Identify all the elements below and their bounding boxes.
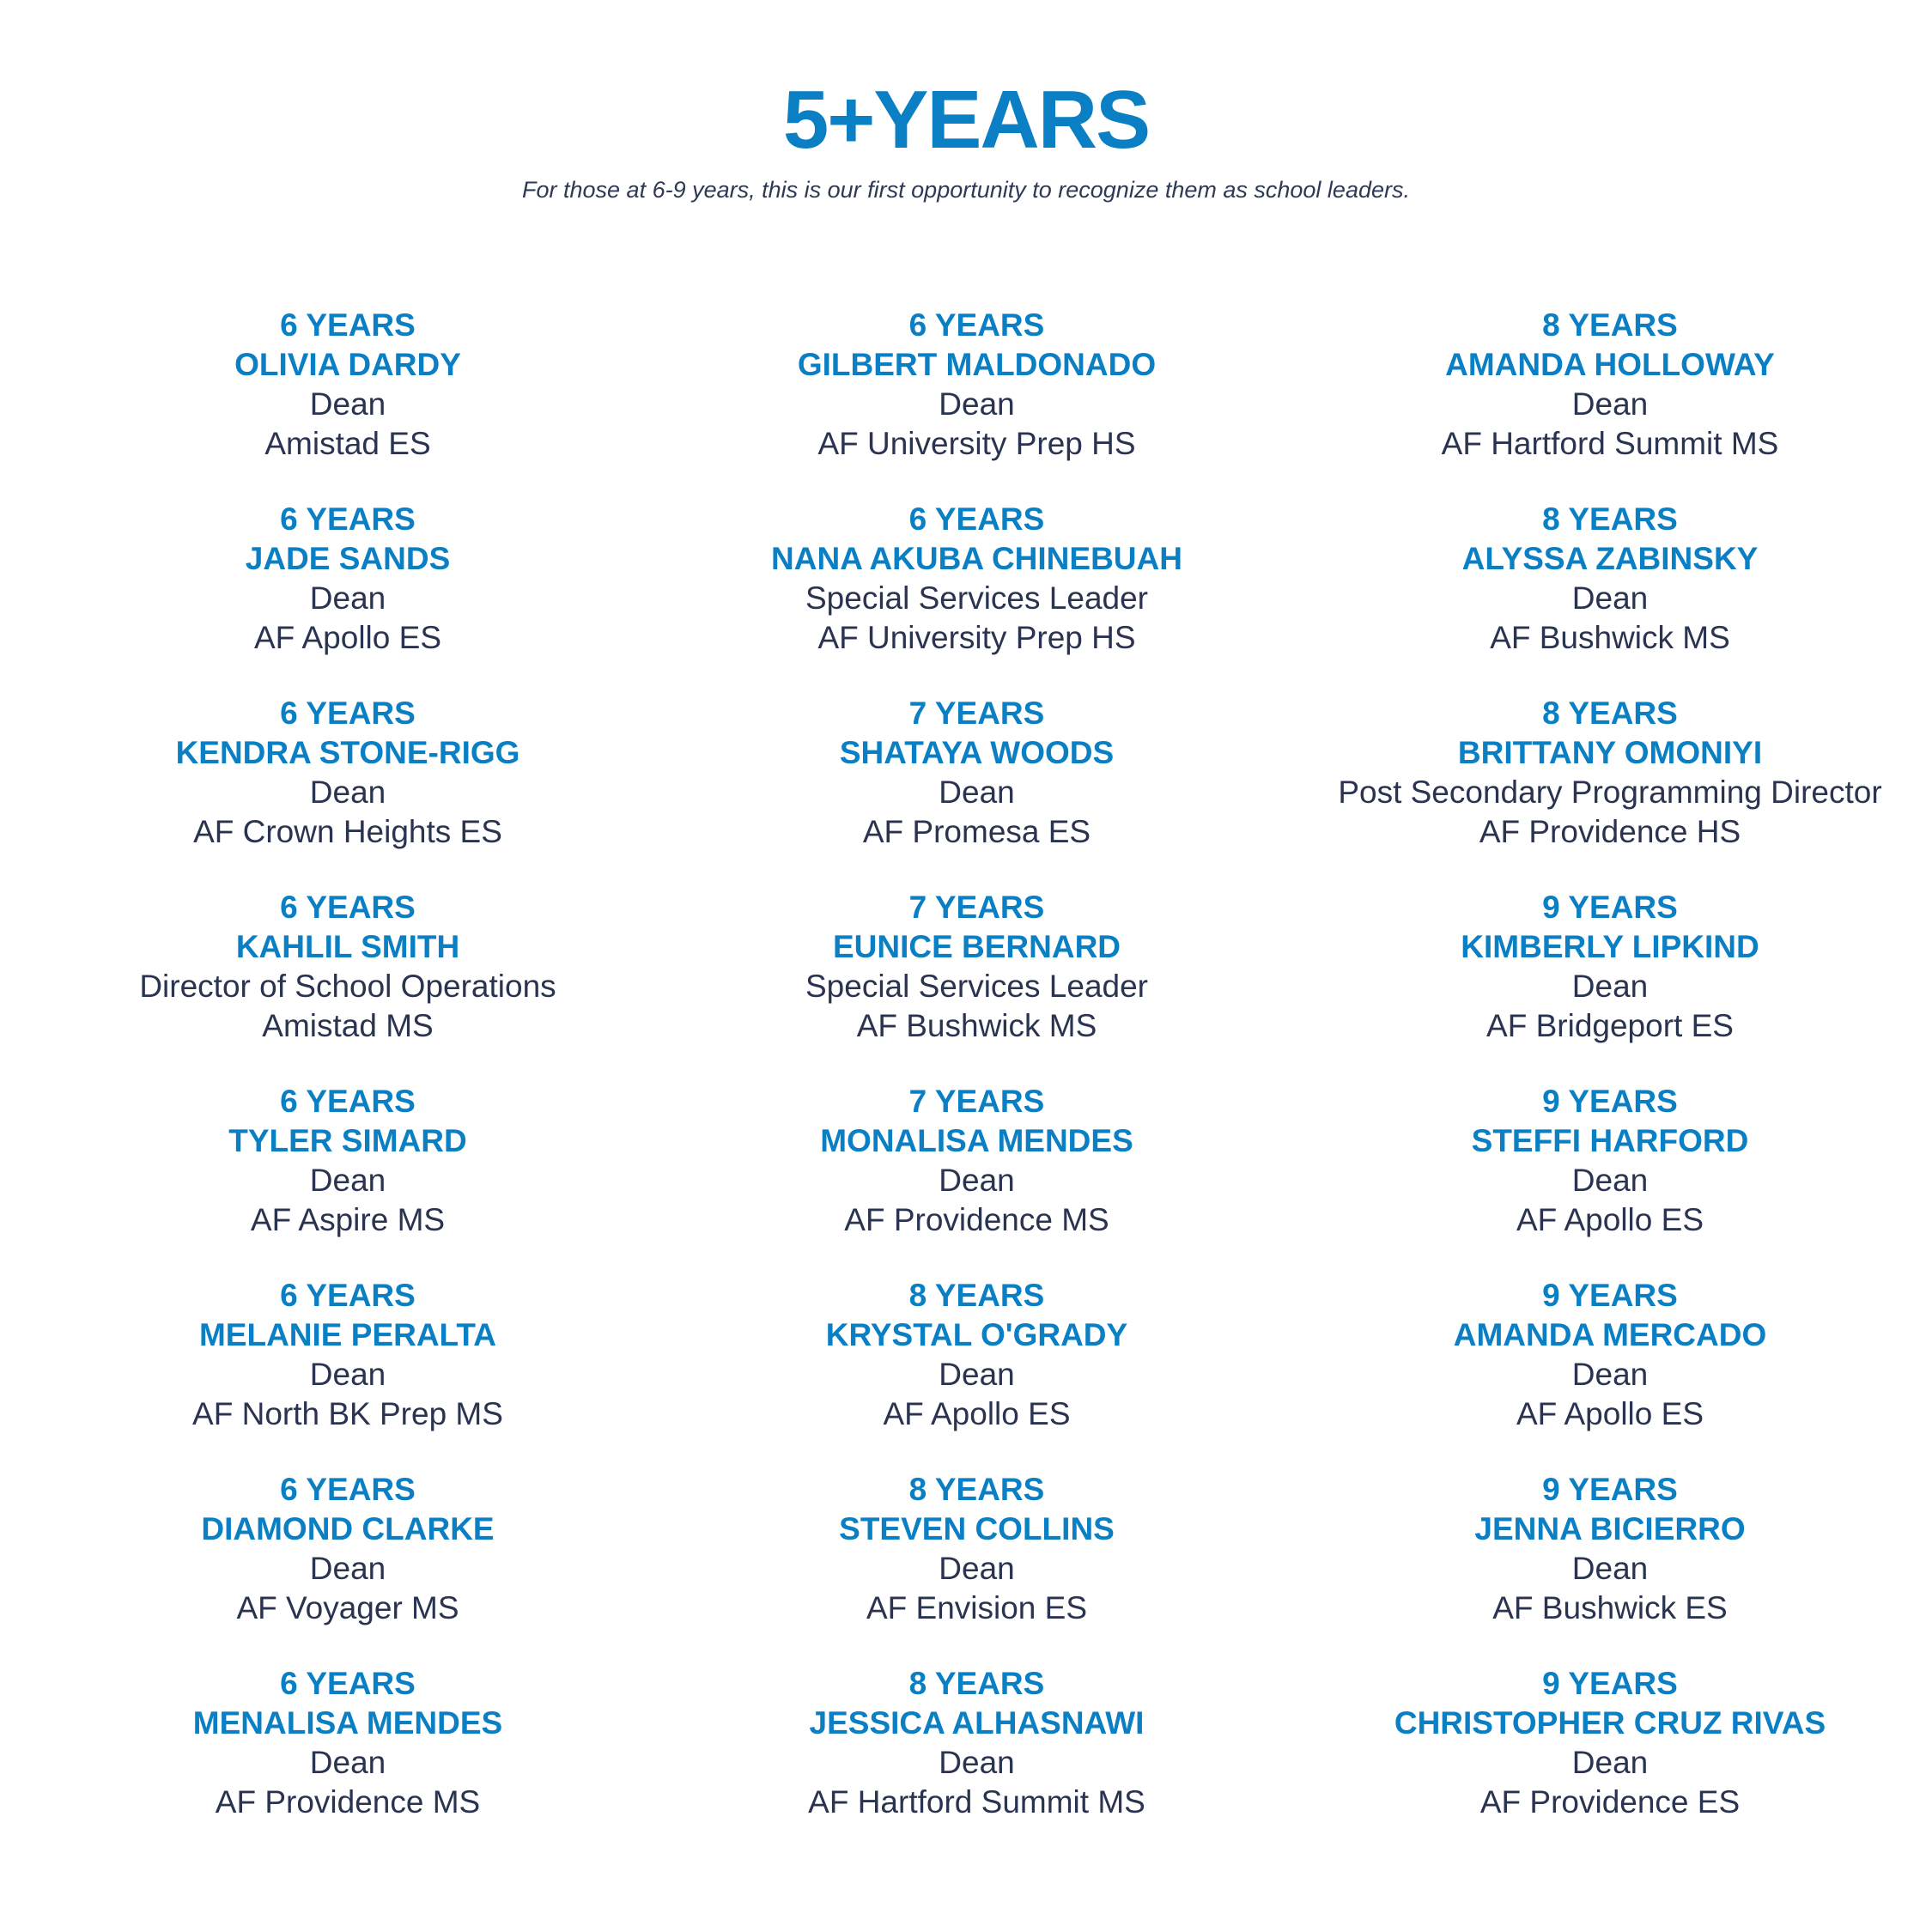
honoree-name: GILBERT MALDONADO xyxy=(797,347,1157,382)
honoree-role: Dean xyxy=(309,1357,386,1392)
honoree-role: Dean xyxy=(1571,1745,1649,1780)
honoree-entry xyxy=(1288,1470,1932,1664)
honoree-school: AF Aspire MS xyxy=(250,1202,446,1237)
honoree-role: Dean xyxy=(309,775,386,810)
honoree-years: 8 YEARS xyxy=(1542,501,1678,537)
honoree-school: AF Providence ES xyxy=(1479,1784,1741,1820)
honoree-years: 8 YEARS xyxy=(1542,307,1678,343)
page-header xyxy=(0,74,1932,204)
honoree-role: Dean xyxy=(1571,969,1649,1004)
honoree-role: Dean xyxy=(939,1357,1015,1392)
honoree-name: JESSICA ALHASNAWI xyxy=(809,1705,1145,1741)
honoree-entry xyxy=(52,1470,644,1664)
honoree-years: 9 YEARS xyxy=(1542,890,1678,925)
honoree-entry xyxy=(1288,694,1932,888)
honoree-name: DIAMOND CLARKE xyxy=(201,1511,495,1546)
honoree-entry xyxy=(665,1470,1288,1664)
honoree-school: AF Apollo ES xyxy=(1516,1202,1704,1237)
honoree-name: KIMBERLY LIPKIND xyxy=(1461,929,1759,964)
honoree-role: Dean xyxy=(309,1551,386,1586)
honoree-role: Dean xyxy=(939,1551,1015,1586)
honoree-entry xyxy=(52,306,644,500)
honoree-years: 8 YEARS xyxy=(908,1666,1045,1701)
honoree-school: AF Hartford Summit MS xyxy=(1441,426,1779,461)
honoree-column xyxy=(0,306,644,1858)
honoree-entry xyxy=(52,500,644,694)
honoree-name: OLIVIA DARDY xyxy=(234,347,461,382)
honoree-years: 6 YEARS xyxy=(280,696,416,731)
honoree-name: AMANDA HOLLOWAY xyxy=(1445,347,1775,382)
honoree-role: Dean xyxy=(939,775,1015,810)
honoree-grid xyxy=(0,306,1932,1858)
page-subtitle: For those at 6-9 years, this is our first opportunity to recognize them as school leaders. xyxy=(522,177,1410,203)
honoree-entry xyxy=(52,1276,644,1470)
honoree-school: AF Bushwick MS xyxy=(1490,620,1730,655)
honoree-school: Amistad ES xyxy=(264,426,431,461)
honoree-school: AF Bridgeport ES xyxy=(1486,1008,1734,1043)
honoree-entry xyxy=(1288,500,1932,694)
honoree-role: Dean xyxy=(309,1163,386,1198)
honoree-school: AF Hartford Summit MS xyxy=(808,1784,1145,1820)
honoree-entry xyxy=(665,1082,1288,1276)
honoree-years: 6 YEARS xyxy=(280,1472,416,1507)
honoree-name: MONALISA MENDES xyxy=(820,1123,1133,1158)
honoree-school: AF Providence HS xyxy=(1479,814,1741,849)
honoree-name: ALYSSA ZABINSKY xyxy=(1461,541,1759,576)
honoree-entry xyxy=(52,888,644,1082)
honoree-entry xyxy=(52,1082,644,1276)
honoree-name: TYLER SIMARD xyxy=(228,1123,467,1158)
honoree-school: AF Providence MS xyxy=(215,1784,481,1820)
honoree-years: 9 YEARS xyxy=(1542,1472,1678,1507)
honoree-entry xyxy=(1288,1664,1932,1858)
honoree-name: JADE SANDS xyxy=(245,541,451,576)
honoree-school: AF University Prep HS xyxy=(817,426,1136,461)
honoree-entry xyxy=(52,1664,644,1858)
honoree-role: Dean xyxy=(309,580,386,616)
honoree-name: MELANIE PERALTA xyxy=(198,1317,496,1352)
honoree-role: Dean xyxy=(309,1745,386,1780)
honoree-school: AF Envision ES xyxy=(866,1590,1088,1625)
honoree-years: 6 YEARS xyxy=(280,1278,416,1313)
honoree-name: AMANDA MERCADO xyxy=(1453,1317,1767,1352)
honoree-years: 8 YEARS xyxy=(908,1472,1045,1507)
honoree-school: AF Promesa ES xyxy=(862,814,1091,849)
honoree-entry xyxy=(665,694,1288,888)
honoree-role: Director of School Operations xyxy=(139,969,556,1004)
honoree-name: NANA AKUBA CHINEBUAH xyxy=(771,541,1182,576)
honoree-name: BRITTANY OMONIYI xyxy=(1457,735,1763,770)
honoree-name: CHRISTOPHER CRUZ RIVAS xyxy=(1394,1705,1826,1741)
honoree-years: 9 YEARS xyxy=(1542,1084,1678,1119)
honoree-years: 8 YEARS xyxy=(908,1278,1045,1313)
honoree-name: KENDRA STONE-RIGG xyxy=(175,735,520,770)
honoree-role: Dean xyxy=(1571,1357,1649,1392)
honoree-years: 6 YEARS xyxy=(908,501,1045,537)
page-title: 5+YEARS xyxy=(782,74,1150,166)
honoree-name: SHATAYA WOODS xyxy=(839,735,1115,770)
honoree-role: Dean xyxy=(1571,1163,1649,1198)
honoree-entry xyxy=(1288,306,1932,500)
honoree-role: Dean xyxy=(1571,580,1649,616)
honoree-years: 6 YEARS xyxy=(280,1084,416,1119)
honoree-name: STEFFI HARFORD xyxy=(1471,1123,1749,1158)
honoree-column xyxy=(1288,306,1932,1858)
honoree-role: Special Services Leader xyxy=(805,969,1148,1004)
honoree-entry xyxy=(665,500,1288,694)
honoree-role: Dean xyxy=(939,1163,1015,1198)
honoree-entry xyxy=(665,888,1288,1082)
honoree-years: 8 YEARS xyxy=(1542,696,1678,731)
honoree-role: Dean xyxy=(939,386,1015,422)
honoree-entry xyxy=(52,694,644,888)
honoree-years: 7 YEARS xyxy=(908,890,1045,925)
honoree-role: Special Services Leader xyxy=(805,580,1148,616)
honoree-role: Post Secondary Programming Director xyxy=(1338,775,1882,810)
honoree-years: 6 YEARS xyxy=(280,501,416,537)
honoree-name: KAHLIL SMITH xyxy=(235,929,460,964)
honoree-name: STEVEN COLLINS xyxy=(839,1511,1115,1546)
honoree-years: 7 YEARS xyxy=(908,696,1045,731)
honoree-entry xyxy=(1288,1082,1932,1276)
honoree-name: KRYSTAL O'GRADY xyxy=(825,1317,1128,1352)
honoree-role: Dean xyxy=(1571,1551,1649,1586)
honoree-school: AF Voyager MS xyxy=(236,1590,459,1625)
honoree-school: AF North BK Prep MS xyxy=(192,1396,503,1431)
honoree-school: AF Bushwick ES xyxy=(1492,1590,1728,1625)
honoree-years: 9 YEARS xyxy=(1542,1278,1678,1313)
honoree-school: Amistad MS xyxy=(262,1008,434,1043)
honoree-entry xyxy=(665,1664,1288,1858)
honoree-entry xyxy=(1288,888,1932,1082)
honoree-entry xyxy=(665,306,1288,500)
honoree-name: EUNICE BERNARD xyxy=(832,929,1121,964)
honoree-years: 6 YEARS xyxy=(280,1666,416,1701)
honoree-school: AF Apollo ES xyxy=(253,620,441,655)
honoree-years: 7 YEARS xyxy=(908,1084,1045,1119)
honoree-years: 9 YEARS xyxy=(1542,1666,1678,1701)
honoree-column xyxy=(644,306,1288,1858)
honoree-years: 6 YEARS xyxy=(280,307,416,343)
honoree-school: AF Apollo ES xyxy=(1516,1396,1704,1431)
honoree-name: MENALISA MENDES xyxy=(192,1705,503,1741)
honoree-school: AF Providence MS xyxy=(844,1202,1109,1237)
honoree-name: JENNA BICIERRO xyxy=(1474,1511,1746,1546)
honoree-school: AF Bushwick MS xyxy=(856,1008,1097,1043)
honoree-entry xyxy=(665,1276,1288,1470)
honoree-role: Dean xyxy=(309,386,386,422)
honoree-school: AF University Prep HS xyxy=(817,620,1136,655)
honoree-entry xyxy=(1288,1276,1932,1470)
honoree-role: Dean xyxy=(939,1745,1015,1780)
honoree-school: AF Crown Heights ES xyxy=(193,814,502,849)
honoree-role: Dean xyxy=(1571,386,1649,422)
honoree-school: AF Apollo ES xyxy=(883,1396,1071,1431)
honoree-years: 6 YEARS xyxy=(908,307,1045,343)
honoree-years: 6 YEARS xyxy=(280,890,416,925)
